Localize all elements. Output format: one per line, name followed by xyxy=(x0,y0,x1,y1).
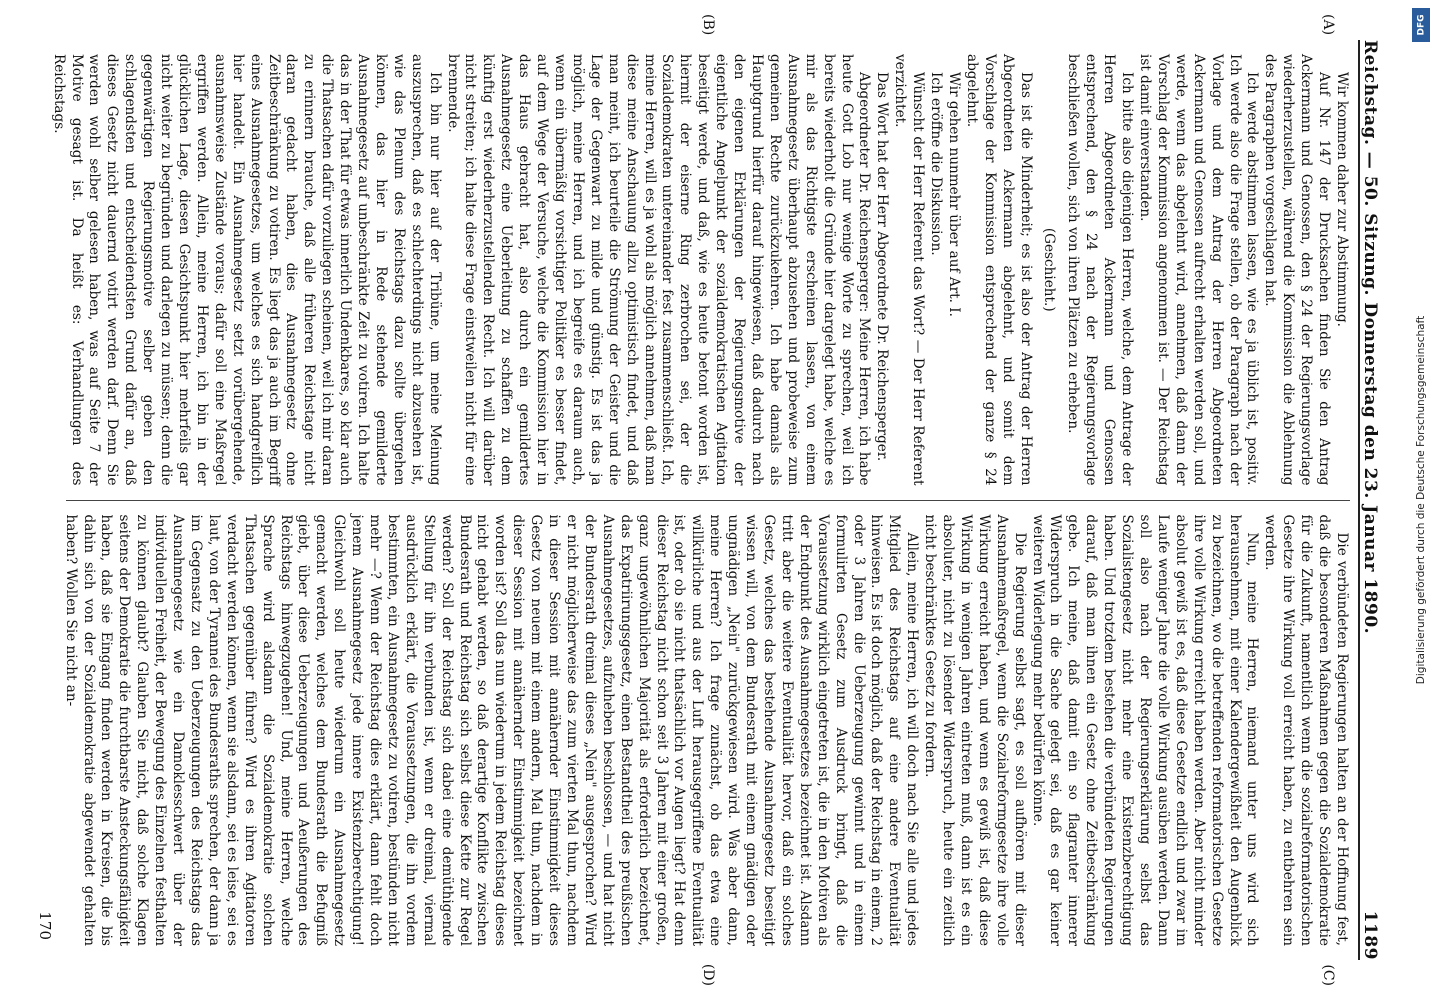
signature-number: 170 xyxy=(36,911,54,940)
paragraph: Das Wort hat der Herr Abgeordnete Dr. Reichensperger. xyxy=(874,72,891,462)
paragraph: Wir kommen daher zur Abstimmung. xyxy=(1334,72,1350,328)
page-header xyxy=(1358,40,1394,960)
paragraph: Die Regierung selbst sagt, es soll aufhören mit dieser Ausnahmemaßregel, wenn die Sozialreformgesetze ihre volle Wirkung erreicht haben, und wenn es gewiß ist, daß diese Wirkung in wenigen Jahren eintreten muß, dann ist es ein absoluter, nicht zu lösender Widerspruch, heute ein zeitlich nicht beschränktes Gesetz zu fordern. xyxy=(922,514,1028,946)
left-column xyxy=(50,40,1350,500)
running-header: Reichstag. — 50. Sitzung. Donnerstag den 23. Januar 1890. xyxy=(1360,40,1380,635)
paragraph: Ich bin nur hier auf der Tribüne, um meine Meinung auszusprechen, daß es schlechterdings nicht abzusehen ist, wie das Plenum des Reichstags dazu sollte übergehen können, das hier in Rede stehende gemilderte Ausnahmegesetz auf unbeschränkte Zeit zu votiren. Ich halte das in der That für etwas innerlich Undenkbares, so klar auch die Thatsachen dafür vorzuliegen scheinen, weil ich mir daran zu erinnern brauche, daß alle früheren Reichstage nicht daran gedacht haben, dies Ausnahmegesetz ohne Zeitbeschränkung zu votiren. Es liegt das ja auch im Begriff eines Ausnahmegesetzes, um welches es sich handgreiflich hier handelt. Ein Ausnahmegesetz setzt vorübergehende, ausnahmsweise Zustände voraus; dafür soll eine Maßregel ergriffen werden. Allein, meine Herren, ich bin in der glücklichen Lage, diesen Gesichtspunkt hier mehrfeils gar nicht weiter zu begründen und darlegen zu müssen; denn die gegenwärtigen Regierungsmotive selber geben den schlagendsten und entscheidendsten Grund dafür an, daß dieses Gesetz nicht dauernd votirt werden darf. Denn Sie werden wohl selber gelesen haben, was auf Seite 7 der Motive gesagt ist. Da heißt es: Verhandlungen des Reichstags. xyxy=(50,54,443,486)
page-number: 1189 xyxy=(1360,910,1380,960)
paragraph: Das ist die Minderheit; es ist also der Antrag der Herren Abgeordneten Ackermann abgelehnt, und somit dem Vorschlage der Kommission entsprechend der ganze § 24 abgelehnt. xyxy=(963,54,1034,486)
digitization-credit-bar xyxy=(1410,0,1432,1000)
margin-mark-c: (C) xyxy=(1320,964,1336,986)
paragraph: Ich eröffne die Diskussion. xyxy=(928,72,945,256)
paragraph: Abgeordneter Dr. Reichensperger: Meine Herren, ich habe heute Gott Lob nur wenige Worte zu sprechen, weil ich bereits wiederholt die Gründe hier dargelegt habe, welche es mir als das Richtigste erscheinen lassen, von einem Ausnahmegesetz überhaupt abzusehen und probeweise zum gemeinen Rechte zurückzukehren. Ich habe damals als Hauptgrund hierfür darauf hingewiesen, daß dadurch nach den eigenen Erklärungen der Regierungsmotive der eigentliche Angelpunkt der sozialdemokratischen Agitation beseitigt werde, und daß, wie es heute betont worden ist, hiermit der eiserne Ring zerbrochen sei, der die Sozialdemokraten untereinander fest zusammenschließt. Ich, meine Herren, will es ja wohl als möglich annehmen, daß man diese meine Anschauung allzu optimistisch findet, und daß man meint, ich beurteile die Strömung der Geister und die Lage der Gegenwart zu milde und günstig. Es ist das ja möglich, meine Herren, und ich begreife es daraum auch, wenn ein übermäßig vorsichtiger Politiker es besser findet, auf dem Wege der Versuche, welche die Kommission hier in das Haus gebracht hat, also durch ein gemildertes Ausnahmegesetz eine Ueberleitung zu schaffen zu dem künftig erst wiederherzustellenden Recht. Ich will darüber nicht streiten; ich halte diese Frage einstweilen nicht für eine brennende. xyxy=(444,54,873,486)
text-columns xyxy=(50,40,1350,960)
margin-mark-a: (A) xyxy=(1320,14,1336,36)
rotated-page-content xyxy=(26,14,1406,986)
paragraph: Die verbündeten Regierungen halten an der Hoffnung fest, daß die besonderen Maßnahmen gegen die Sozialdemokratie für die Zukunft, namentlich wenn die sozialreformatorischen Gesetze ihre Wirkung voll erreicht haben, zu entbehren sein werden. xyxy=(1262,514,1350,946)
dfg-logo xyxy=(1412,8,1430,42)
paragraph: Nun, meine Herren, niemand unter uns wird sich herausnehmen, mit einer Kalendergewißheit den Augenblick zu bezeichnen, wo die betreffenden reformatorischen Gesetze ihre volle Wirkung erreicht haben werden. Aber nicht minder absolut gewiß ist es, daß diese Gesetze endlich und zwar im Laufe weniger Jahre die volle Wirkung ausüben werden. Dann soll also nach der Regierungserklärung selbst das Sozialistengesetz nicht mehr eine Existenzberechtigung haben. Und trotzdem bestehen die verbündeten Regierungen darauf, daß man ihnen ein Gesetz ohne Zeitbeschränkung gebe. Ich meine, daß damit ein so flagranter innerer Widerspruch in die Sache gelegt sei, daß es gar keiner weiteren Widerlegung mehr bedürfen könne. xyxy=(1029,514,1261,946)
paragraph: Allein, meine Herren, ich will doch nach Sie alle und jedes Mitglied des Reichstags auf eine andere Eventualität hinweisen. Es ist doch möglich, daß der Reichstag in einem, 2 oder 3 Jahren die Ueberzeugung gewinnt und in einem formulirten Gesetz zum Ausdruck bringt, daß die Voraussetzung wirklich eingetreten ist, die in den Motiven als der Endpunkt des Ausnahmegesetzes bezeichnet ist. Alsdann tritt aber die weitere Eventualität hervor, daß ein solches Gesetz, welches das bestehende Ausnahmegesetz beseitigt wissen will, von dem Bundesrath mit einem gnädigen oder ungnädigen „Nein" zurückgewiesen wird. Was aber dann, meine Herren? Ich frage zunächst, ob das etwa eine willkürliche und aus der Luft herausgegriffene Eventualität ist, oder ob sie nicht thatsächlich vor Augen liegt? Hat denn dieser Reichstag nicht schon seit 3 Jahren mit einer großen, ganz ungewöhnlichen Majorität als erforderlich bezeichnet, das Expatriirungsgesetz, einen Bestandtheil des preußischen Ausnahmegesetzes, aufzuheben beschlossen, — und hat nicht der Bundesrath dreimal dieses „Nein" ausgesprochen? Wird er nicht möglicherweise das zum vierten Mal thun, nachdem in dieser Session mit annähernder Einstimmigkeit dieses Gesetz von neuem mit einem andern, Mal thun, nachdem in dieser Session mit annähernder Einstimmigkeit bezeichnet worden ist? Soll das nun wiederum in jedem Reichstag dieses nicht gehabt werden, so daß derartige Konflikte zwischen Bundesrath und Reichstag sich selbst diese Kette zur Regel werden? Soll der Reichstag sich dabei eine demüthigende Stellung für ihn verbunden ist, wenn er dreimal, viermal ausdrücklich erklärt, die Voraussetzungen, die ihn vordem bestimmten, ein Ausnahmegesetz zu votiren, bestünden nicht mehr —? Wenn der Reichstag dies erklärt, dann fehlt doch jenem Ausnahmegesetz jede innere Existenzberechtigung! Gleichwohl soll heute wiederum ein Ausnahmegesetz gemacht werden, welches dem Bundesrath die Befugniß giebt, über diese Ueberzeugungen und Aeußerungen des Reichstags hinwegzugehen! Und, meine Herren, welche Sprache wird alsdann die Sozialdemokratie solchen Thatsachen gegenüber führen? Wird es ihren Agitatoren verdacht werden können, wenn sie alsdann, sei es leise, sei es laut, von der Tyrannei des Bundesraths sprechen, der dann ja im Gegensatz zu den Ueberzeugungen des Reichstags das Ausnahmegesetz wie ein Damoklesschwert über der individuellen Freiheit, der Bewegung des Einzelnen festhalten zu können glaubt? Glauben Sie nicht, daß solche Klagen seitens der Demokratie die furchtbarste Ansteckungsfähigkeit haben, daß sie Eingang finden werden in Kreisen, die bis dahin sich von der Sozialdemokratie abgewendet gehalten haben? Wollen Sie nicht an- xyxy=(62,514,921,946)
dfg-logo-text: DFG xyxy=(1416,14,1427,36)
paragraph: Auf Nr. 147 der Drucksachen finden Sie den Antrag Ackermann und Genossen, den § 24 der Regierungsvorlage wiederherzustellen, während die Kommission die Ablehnung des Paragraphen vorgeschlagen hat. xyxy=(1262,54,1333,486)
paragraph: Wir gehen nunmehr über auf Art. I. xyxy=(945,72,962,317)
margin-mark-b: (B) xyxy=(700,14,716,36)
paragraph: Ich bitte also diejenigen Herren, welche, dem Antrage der Herren Abgeordneten Ackermann und Genossen entsprechend, den § 24 nach der Regierungsvorlage beschließen wollen, sich von ihren Plätzen zu erheben. xyxy=(1065,54,1136,486)
paragraph: (Geschieht.) xyxy=(1041,227,1058,312)
paragraph: Ich werde abstimmen lassen, wie es ja üblich ist, positiv. Ich werde also die Frage stellen, ob der Paragraph nach der Vorlage und dem Antrag der Herren Abgeordneten Ackermann und Genossen aufrecht erhalten werden soll, und werde, wenn das abgelehnt wird, annehmen, daß dann der Vorschlag der Kommission angenommen ist. — Der Reichstag ist damit einverstanden. xyxy=(1137,54,1261,486)
digitization-credit: Digitalisierung gefördert durch die Deutsche Forschungsgemeinschaft xyxy=(1415,315,1428,685)
paragraph: Wünscht der Herr Referent das Wort? — Der Herr Referent verzichtet. xyxy=(892,54,927,486)
right-column xyxy=(62,500,1350,961)
margin-mark-d: (D) xyxy=(700,963,716,986)
